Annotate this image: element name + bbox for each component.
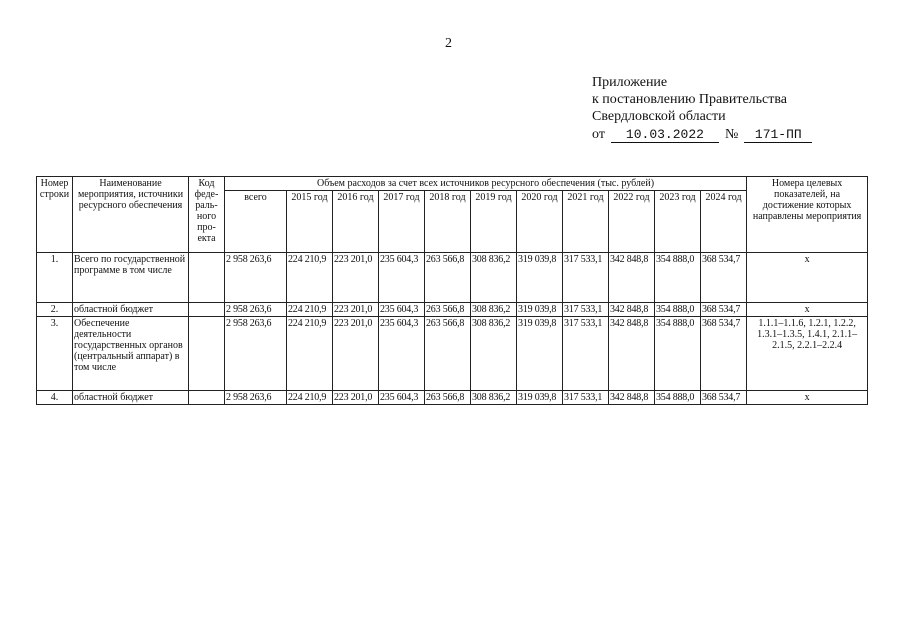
row-year-value: 263 566,8 (425, 391, 471, 405)
table-row (37, 391, 868, 405)
row-total-value: 2 958 263,6 (225, 391, 287, 405)
row-year-value: 224 210,9 (287, 317, 333, 391)
row-year-value: 342 848,8 (609, 253, 655, 303)
row-year-value: 308 836,2 (471, 391, 517, 405)
row-year-value: 223 201,0 (333, 391, 379, 405)
row-year-value: 235 604,3 (379, 253, 425, 303)
appendix-region-line: Свердловской области (592, 109, 726, 124)
row-year-value: 308 836,2 (471, 317, 517, 391)
header-code: Код феде-раль-ного про-екта (189, 177, 225, 253)
row-year-value: 354 888,0 (655, 317, 701, 391)
header-row-1 (37, 177, 868, 191)
table-row (37, 317, 868, 391)
header-year: 2017 год (379, 191, 425, 253)
row-year-value: 308 836,2 (471, 253, 517, 303)
row-year-value: 223 201,0 (333, 303, 379, 317)
row-year-value: 319 039,8 (517, 317, 563, 391)
header-targets: Номера целевых показателей, на достижение которых направлены мероприятия (747, 177, 868, 253)
header-year: 2022 год (609, 191, 655, 253)
row-year-value: 263 566,8 (425, 253, 471, 303)
row-targets: 1.1.1–1.1.6, 1.2.1, 1.2.2, 1.3.1–1.3.5, 1.4.1, 2.1.1–2.1.5, 2.2.1–2.2.4 (747, 317, 868, 391)
row-year-value: 342 848,8 (609, 303, 655, 317)
number-sign: № (724, 127, 739, 142)
row-year-value: 319 039,8 (517, 303, 563, 317)
row-code (189, 253, 225, 303)
row-year-value: 319 039,8 (517, 391, 563, 405)
row-year-value: 317 533,1 (563, 253, 609, 303)
decree-date: 10.03.2022 (611, 128, 719, 143)
row-number: 3. (37, 317, 73, 391)
row-year-value: 368 534,7 (701, 303, 747, 317)
row-code (189, 391, 225, 405)
row-year-value: 235 604,3 (379, 391, 425, 405)
row-targets: x (747, 391, 868, 405)
from-label: от (592, 127, 605, 142)
table-row (37, 253, 868, 303)
row-name: Всего по государственной программе в том числе (73, 253, 189, 303)
header-year: 2023 год (655, 191, 701, 253)
row-number: 1. (37, 253, 73, 303)
row-year-value: 354 888,0 (655, 303, 701, 317)
row-number: 4. (37, 391, 73, 405)
row-year-value: 317 533,1 (563, 391, 609, 405)
header-total: всего (225, 191, 287, 253)
program-funding-table (36, 176, 868, 405)
row-year-value: 235 604,3 (379, 317, 425, 391)
table-row (37, 303, 868, 317)
header-year: 2015 год (287, 191, 333, 253)
decree-number: 171-ПП (744, 128, 812, 143)
row-code (189, 317, 225, 391)
appendix-block (592, 74, 812, 143)
row-year-value: 317 533,1 (563, 303, 609, 317)
row-year-value: 223 201,0 (333, 317, 379, 391)
row-year-value: 354 888,0 (655, 253, 701, 303)
row-year-value: 308 836,2 (471, 303, 517, 317)
row-targets: x (747, 303, 868, 317)
row-total-value: 2 958 263,6 (225, 253, 287, 303)
row-targets: x (747, 253, 868, 303)
row-year-value: 263 566,8 (425, 303, 471, 317)
row-year-value: 317 533,1 (563, 317, 609, 391)
row-year-value: 368 534,7 (701, 391, 747, 405)
row-name: областной бюджет (73, 303, 189, 317)
header-expenses-group: Объем расходов за счет всех источников ресурсного обеспечения (тыс. рублей) (225, 177, 747, 191)
row-year-value: 368 534,7 (701, 253, 747, 303)
appendix-decree-line: к постановлению Правительства (592, 92, 788, 107)
row-total-value: 2 958 263,6 (225, 317, 287, 391)
header-name: Наименование мероприятия, источники ресурсного обеспечения (73, 177, 189, 253)
row-year-value: 224 210,9 (287, 303, 333, 317)
row-total-value: 2 958 263,6 (225, 303, 287, 317)
row-year-value: 224 210,9 (287, 253, 333, 303)
row-code (189, 303, 225, 317)
row-year-value: 224 210,9 (287, 391, 333, 405)
row-year-value: 223 201,0 (333, 253, 379, 303)
header-row-number: Номер строки (37, 177, 73, 253)
appendix-date-number-line (592, 126, 812, 143)
row-number: 2. (37, 303, 73, 317)
row-year-value: 342 848,8 (609, 317, 655, 391)
row-name: областной бюджет (73, 391, 189, 405)
header-year: 2024 год (701, 191, 747, 253)
header-year: 2019 год (471, 191, 517, 253)
row-year-value: 354 888,0 (655, 391, 701, 405)
row-year-value: 368 534,7 (701, 317, 747, 391)
page-number: 2 (445, 36, 452, 51)
row-year-value: 319 039,8 (517, 253, 563, 303)
header-year: 2016 год (333, 191, 379, 253)
appendix-title: Приложение (592, 75, 668, 90)
header-year: 2018 год (425, 191, 471, 253)
header-year: 2020 год (517, 191, 563, 253)
header-year: 2021 год (563, 191, 609, 253)
row-year-value: 235 604,3 (379, 303, 425, 317)
row-year-value: 263 566,8 (425, 317, 471, 391)
row-name: Обеспечение деятельности государственных органов (центральный аппарат) в том числе (73, 317, 189, 391)
row-year-value: 342 848,8 (609, 391, 655, 405)
